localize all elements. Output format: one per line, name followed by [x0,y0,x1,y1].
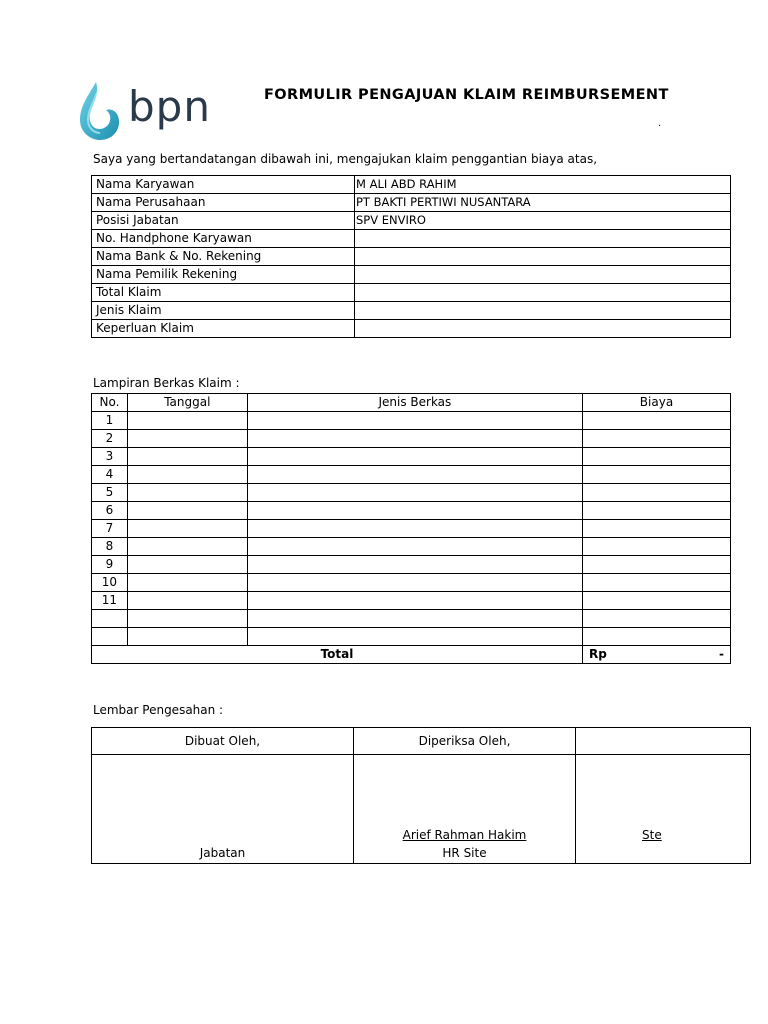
attachment-cost-cell[interactable] [582,628,730,646]
company-logo [78,80,211,142]
approval-label: Lembar Pengesahan : [93,703,224,717]
attachment-cost-cell[interactable] [582,610,730,628]
attachment-no: 2 [92,430,128,448]
attachment-cost-cell[interactable] [582,484,730,502]
attachment-date-cell[interactable] [127,592,247,610]
attachment-no: 1 [92,412,128,430]
info-label: Posisi Jabatan [92,212,355,230]
form-title: FORMULIR PENGAJUAN KLAIM REIMBURSEMENT [264,87,669,103]
info-label: Keperluan Klaim [92,320,355,338]
attachment-date-cell[interactable] [127,556,247,574]
info-value[interactable] [355,266,731,284]
attachment-type-cell[interactable] [247,520,582,538]
attachment-type-cell[interactable] [247,610,582,628]
attachment-type-cell[interactable] [247,574,582,592]
total-value-cell [582,646,730,664]
attachment-row [92,520,731,538]
attachment-row [92,502,731,520]
attachment-row [92,466,731,484]
info-row [92,230,731,248]
attachment-cost-cell[interactable] [582,556,730,574]
attachment-cost-cell[interactable] [582,430,730,448]
attachment-cost-cell[interactable] [582,448,730,466]
attachment-no: 8 [92,538,128,556]
made-by-signature-cell [92,755,354,864]
attachment-row [92,538,731,556]
attachment-date-cell[interactable] [127,484,247,502]
approver-label-cell [576,728,751,755]
attachment-type-cell[interactable] [247,556,582,574]
attachment-row [92,556,731,574]
attachment-row [92,610,731,628]
attachment-no: 11 [92,592,128,610]
info-row [92,302,731,320]
attachment-cost-cell[interactable] [582,502,730,520]
attachment-row [92,430,731,448]
attachment-no: 7 [92,520,128,538]
attachment-type-cell[interactable] [247,448,582,466]
total-value: - [719,647,724,661]
info-label: Nama Pemilik Rekening [92,266,355,284]
info-value[interactable] [355,284,731,302]
total-row [92,646,731,664]
attachment-type-cell[interactable] [247,592,582,610]
attachment-date-cell[interactable] [127,628,247,646]
currency-label: Rp [588,647,607,661]
total-label: Total [92,646,583,664]
col-header-biaya: Biaya [582,394,730,412]
info-value[interactable]: M ALI ABD RAHIM [355,176,731,194]
checked-by-name: Arief Rahman Hakim [402,828,527,842]
info-label: Nama Karyawan [92,176,355,194]
attachment-no: 5 [92,484,128,502]
attachment-cost-cell[interactable] [582,466,730,484]
approval-header-row [92,728,751,755]
attachment-cost-cell[interactable] [582,412,730,430]
info-label: Nama Bank & No. Rekening [92,248,355,266]
attachment-date-cell[interactable] [127,610,247,628]
checked-by-label: Diperiksa Oleh, [354,728,576,755]
attachment-row [92,628,731,646]
info-row [92,320,731,338]
attachment-row [92,574,731,592]
info-label: Nama Perusahaan [92,194,355,212]
intro-text: Saya yang bertandatangan dibawah ini, mengajukan klaim penggantian biaya atas, [93,152,598,166]
checked-by-position: HR Site [442,846,487,860]
logo-text: bpn [128,82,211,131]
attachment-cost-cell[interactable] [582,520,730,538]
info-row [92,266,731,284]
attachment-no: 10 [92,574,128,592]
attachment-type-cell[interactable] [247,430,582,448]
attachment-cost-cell[interactable] [582,538,730,556]
attachment-type-cell[interactable] [247,502,582,520]
attachment-type-cell[interactable] [247,484,582,502]
attachment-date-cell[interactable] [127,538,247,556]
attachment-cost-cell[interactable] [582,592,730,610]
attachment-date-cell[interactable] [127,448,247,466]
attachment-no: 6 [92,502,128,520]
info-row [92,212,731,230]
approval-table [91,727,751,864]
attachment-row [92,592,731,610]
attachment-row [92,448,731,466]
info-label: Total Klaim [92,284,355,302]
attachment-cost-cell[interactable] [582,574,730,592]
attachment-date-cell[interactable] [127,430,247,448]
info-row [92,248,731,266]
attachment-row [92,412,731,430]
info-value[interactable] [355,248,731,266]
col-header-no: No. [92,394,128,412]
attachment-no [92,610,128,628]
attachment-date-cell[interactable] [127,502,247,520]
attachment-no: 9 [92,556,128,574]
made-by-position: Jabatan [199,846,246,860]
attachment-row [92,484,731,502]
info-label: No. Handphone Karyawan [92,230,355,248]
info-value[interactable] [355,302,731,320]
header-mark: . [658,118,662,129]
attachment-type-cell[interactable] [247,628,582,646]
attachment-date-cell[interactable] [127,412,247,430]
info-row [92,176,731,194]
col-header-tanggal: Tanggal [127,394,247,412]
attachment-no [92,628,128,646]
info-row [92,284,731,302]
attachment-date-cell[interactable] [127,520,247,538]
attachment-no: 4 [92,466,128,484]
info-value[interactable] [355,320,731,338]
attachment-no: 3 [92,448,128,466]
drop-icon [78,80,124,142]
attachments-header-row [92,394,731,412]
info-value[interactable]: PT BAKTI PERTIWI NUSANTARA [355,194,731,212]
approval-signature-row [92,755,751,864]
attachment-type-cell[interactable] [247,538,582,556]
approver-signature-cell [576,755,751,864]
attachments-table [91,393,731,664]
attachment-date-cell[interactable] [127,574,247,592]
made-by-label: Dibuat Oleh, [92,728,354,755]
checked-by-signature-cell [354,755,576,864]
attachment-type-cell[interactable] [247,412,582,430]
info-row [92,194,731,212]
attachment-type-cell[interactable] [247,466,582,484]
info-label: Jenis Klaim [92,302,355,320]
employee-info-table [91,175,731,338]
attachments-label: Lampiran Berkas Klaim : [93,376,240,390]
approver-name: Ste [642,828,662,842]
col-header-jenis-berkas: Jenis Berkas [247,394,582,412]
info-value[interactable]: SPV ENVIRO [355,212,731,230]
info-value[interactable] [355,230,731,248]
attachment-date-cell[interactable] [127,466,247,484]
